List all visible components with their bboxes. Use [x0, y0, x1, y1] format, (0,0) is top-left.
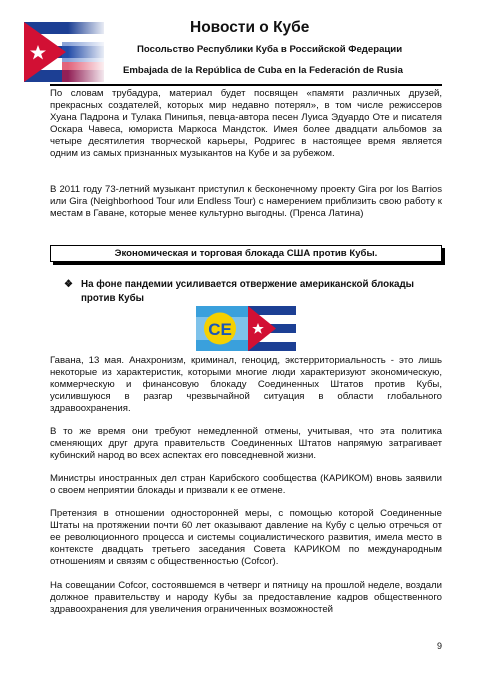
- cuba-russia-flag-logo: [24, 22, 104, 82]
- newsletter-title: Новости о Кубе: [190, 19, 310, 36]
- embassy-name-russian: Посольство Республики Куба в Российской Федерации: [137, 44, 403, 55]
- article-paragraph: Претензия в отношении односторонней меры, с помощью которой Соединенные Штаты на протяжении почти 60 лет оказывают давление на Кубу с целью отречься от ее революционного процесса и системы социалистического развития, имела место в контексте двадцать третьего заседания Совета КАРИКОМ по международным отношениям и связям с общественностью (Cofcor).: [50, 508, 442, 567]
- body-paragraph: В 2011 году 73-летний музыкант приступил к бесконечному проекту Gira por los Barrios или Gira (Neighborhood Tour или Endless Tour) с намерением приблизить свою работу к местам в Гаване, которые менее культурно выгодны. (Пренса Латина): [50, 184, 442, 219]
- article-paragraph: Гавана, 13 мая. Анахронизм, криминал, геноцид, экстерриториальность - это лишь некоторые из характеристик, которыми многие люди характеризуют экономическую, коммерческую и финансовую блокаду Соединенных Штатов против Кубы, усилившуюся в разгар чрезвычайной ситуация в области глобального здравоохранения.: [50, 355, 442, 414]
- section-title: Экономическая и торговая блокада США против Кубы.: [114, 248, 378, 259]
- article-paragraph: На совещании Cofcor, состоявшемся в четверг и пятницу на прошлой неделе, воздали должное правительству и народу Кубы за предоставление кадров общественного здравоохранения для увеличения ограниченных возможностей: [50, 580, 442, 615]
- article-paragraph: Министры иностранных дел стран Карибского сообщества (КАРИКОМ) вновь заявили о своем неприятии блокады и призвали к ее отмене.: [50, 473, 442, 496]
- article-paragraph: В то же время они требуют немедленной отмены, учитывая, что эта политика сменяющих друг друга правительств Соединенных Штатов напрямую затрагивает кубинский народ во всех аспектах его повседневной жизни.: [50, 426, 442, 461]
- article-headline-text: На фоне пандемии усиливается отвержение американской блокады против Кубы: [81, 279, 415, 304]
- section-header-box: [50, 245, 442, 262]
- embassy-name-spanish: Embajada de la República de Cuba en la Federación de Rusia: [123, 65, 403, 76]
- header-divider: [50, 84, 442, 86]
- page-number: 9: [437, 641, 443, 651]
- article-headline: [64, 278, 434, 306]
- caricom-cuba-flags-image: [196, 306, 296, 351]
- caricom-logo-text: CE: [208, 320, 232, 339]
- diamond-bullet-icon: ❖: [64, 279, 73, 290]
- body-paragraph: По словам трубадура, материал будет посвящен «памяти различных друзей, прекрасных создателей, которых мир недавно потерял», в том числе режиссеров Хуана Падрона и Тулака Пинипья, певца-автора песен Луиса Эдуардо Оте и писателя Оскара Чавеса, юмориста Маркоса Мандсток. Имея более двадцати альбомов за четыре десятилетия творческой карьеры, Родригес в настоящее время является одним из самых признанных музыкантов на Кубе и за рубежом.: [50, 88, 442, 159]
